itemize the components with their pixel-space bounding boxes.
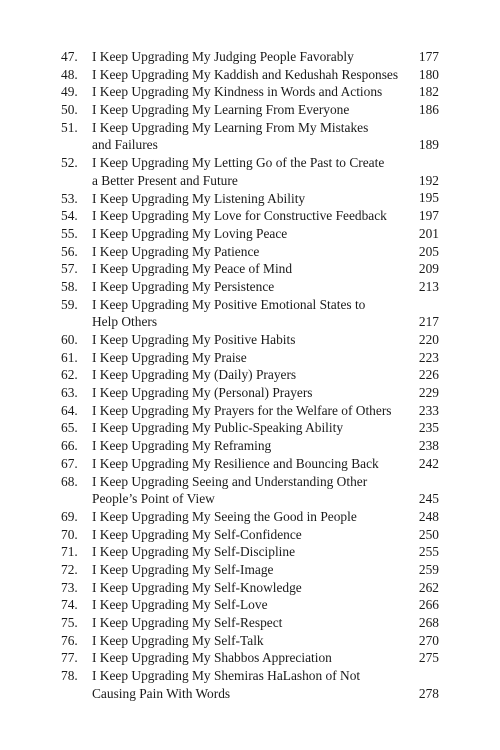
entry-number: 61.: [61, 349, 78, 365]
entry-page-number: 180: [418, 66, 439, 82]
entry-page-number: 205: [418, 243, 439, 259]
entry-title-line: I Keep Upgrading My Reframing: [92, 438, 272, 454]
entry-number: 60.: [61, 332, 78, 347]
entry-number: 68.: [61, 473, 78, 489]
entry-number: 64.: [61, 402, 78, 418]
entry-page-number: 195: [418, 190, 439, 206]
entry-number: 57.: [61, 261, 78, 277]
entry-number: 70.: [61, 526, 78, 542]
entry-title-line: I Keep Upgrading My Judging People Favorably: [92, 49, 354, 64]
entry-title-line: I Keep Upgrading My Self-Confidence: [92, 526, 302, 542]
entry-title-line: I Keep Upgrading My Persistence: [92, 278, 275, 294]
entry-title-line: I Keep Upgrading My Shemiras HaLashon of Not: [92, 668, 361, 684]
entry-number: 59.: [61, 296, 78, 312]
entry-number: 67.: [61, 455, 78, 471]
entry-title-line: I Keep Upgrading My Learning From Everyone: [92, 102, 350, 118]
toc-entry: [0, 243, 500, 261]
entry-page-number: 255: [418, 544, 439, 560]
entry-title-line: I Keep Upgrading My Positive Emotional States to: [92, 296, 366, 312]
toc-entry: [0, 632, 500, 650]
entry-number: 71.: [61, 544, 78, 560]
toc-entry: [0, 596, 500, 614]
entry-number: 52.: [61, 155, 78, 171]
entry-page-number: 192: [418, 172, 439, 188]
entry-number: 62.: [61, 367, 78, 383]
entry-page-number: 268: [418, 614, 439, 630]
entry-page-number: 220: [418, 331, 439, 347]
entry-number: 65.: [61, 420, 78, 436]
entry-number: 76.: [61, 632, 78, 648]
toc-entry: [0, 66, 500, 84]
entry-number: 66.: [61, 438, 78, 454]
entry-title-line: I Keep Upgrading My Listening Ability: [92, 190, 306, 206]
toc-entry: [0, 614, 500, 632]
entry-title-line: I Keep Upgrading My Resilience and Bouncing Back: [92, 455, 379, 471]
entry-number: 58.: [61, 278, 78, 294]
toc-entry: [0, 331, 500, 349]
entry-title-line: Help Others: [92, 314, 158, 330]
entry-number: 51.: [61, 119, 78, 135]
entry-page-number: 275: [418, 650, 439, 666]
entry-title-line: I Keep Upgrading Seeing and Understanding Other: [92, 473, 368, 489]
entry-number: 73.: [61, 579, 78, 595]
entry-title-line: I Keep Upgrading My Peace of Mind: [92, 261, 293, 277]
entry-page-number: 259: [418, 561, 439, 577]
entry-number: 56.: [61, 243, 78, 259]
entry-title-line: and Failures: [92, 137, 158, 153]
entry-title-line: I Keep Upgrading My Seeing the Good in People: [92, 508, 357, 524]
entry-page-number: 186: [418, 102, 439, 118]
toc-entry: [0, 508, 500, 526]
entry-page-number: 248: [418, 508, 439, 524]
entry-number: 54.: [61, 208, 78, 224]
entry-number: 50.: [61, 102, 78, 118]
entry-title-line: I Keep Upgrading My (Personal) Prayers: [92, 385, 313, 401]
entry-page-number: 201: [418, 225, 439, 241]
entry-title-line: I Keep Upgrading My Praise: [92, 349, 247, 365]
toc-entry: [0, 649, 500, 667]
entry-title-line: I Keep Upgrading My Kaddish and Kedushah Responses: [92, 66, 399, 82]
toc-entry: [0, 48, 500, 66]
entry-page-number: 278: [418, 685, 439, 701]
entry-title-line: a Better Present and Future: [92, 172, 238, 188]
entry-title-line: I Keep Upgrading My Self-Knowledge: [92, 579, 302, 595]
entry-title-line: I Keep Upgrading My Self-Discipline: [92, 544, 296, 560]
toc-entry: [0, 561, 500, 579]
entry-title-line: I Keep Upgrading My Public-Speaking Ability: [92, 420, 344, 436]
toc-entry: [0, 366, 500, 384]
entry-title-line: I Keep Upgrading My Self-Talk: [92, 632, 264, 648]
table-of-contents: [0, 48, 500, 702]
toc-entry: [0, 419, 500, 437]
toc-entry: [0, 83, 500, 101]
entry-number: 53.: [61, 190, 78, 206]
toc-entry: [0, 543, 500, 561]
entry-title-line: I Keep Upgrading My Self-Respect: [92, 615, 283, 630]
entry-number: 69.: [61, 508, 78, 524]
entry-number: 47.: [61, 49, 78, 64]
entry-title-line: I Keep Upgrading My Letting Go of the Past to Create: [92, 155, 385, 171]
entry-page-number: 177: [418, 48, 439, 64]
entry-number: 48.: [61, 66, 78, 82]
toc-entry: [0, 119, 500, 154]
toc-entry: [0, 526, 500, 544]
entry-page-number: 242: [418, 455, 439, 471]
toc-entry: [0, 667, 500, 702]
entry-title-line: I Keep Upgrading My Loving Peace: [92, 225, 288, 241]
toc-entry: [0, 402, 500, 420]
entry-number: 55.: [61, 225, 78, 241]
entry-title-line: I Keep Upgrading My Shabbos Appreciation: [92, 650, 332, 666]
entry-number: 72.: [61, 561, 78, 577]
entry-title-line: I Keep Upgrading My (Daily) Prayers: [92, 367, 297, 383]
entry-number: 78.: [61, 668, 78, 684]
entry-page-number: 189: [418, 137, 439, 153]
toc-entry: [0, 349, 500, 367]
entry-page-number: 209: [418, 261, 439, 277]
toc-entry: [0, 437, 500, 455]
entry-title-line: I Keep Upgrading My Kindness in Words and Actions: [92, 84, 383, 100]
entry-page-number: 229: [418, 385, 439, 401]
entry-title-line: I Keep Upgrading My Love for Constructive Feedback: [92, 208, 387, 224]
entry-page-number: 233: [418, 402, 439, 418]
entry-number: 63.: [61, 385, 78, 401]
entry-page-number: 182: [418, 84, 439, 100]
entry-number: 75.: [61, 615, 78, 630]
entry-page-number: 223: [418, 349, 439, 365]
entry-title-line: I Keep Upgrading My Patience: [92, 243, 260, 259]
entry-number: 77.: [61, 650, 78, 666]
entry-page-number: 197: [418, 208, 439, 224]
toc-entry: [0, 455, 500, 473]
entry-page-number: 235: [418, 420, 439, 436]
toc-entry: [0, 101, 500, 119]
entry-page-number: 226: [418, 367, 439, 383]
entry-page-number: 217: [418, 314, 439, 330]
entry-page-number: 270: [418, 632, 439, 648]
entry-page-number: 213: [418, 278, 439, 294]
toc-entry: [0, 207, 500, 225]
toc-entry: [0, 473, 500, 508]
entry-page-number: 238: [418, 438, 439, 454]
entry-title-line: People’s Point of View: [92, 491, 215, 507]
entry-number: 49.: [61, 84, 78, 100]
entry-title-line: I Keep Upgrading My Learning From My Mistakes: [92, 119, 369, 135]
toc-entry: [0, 154, 500, 189]
toc-entry: [0, 579, 500, 597]
entry-page-number: 245: [418, 491, 439, 507]
toc-entry: [0, 190, 500, 208]
toc-entry: [0, 278, 500, 296]
entry-title-line: I Keep Upgrading My Prayers for the Welfare of Others: [92, 402, 392, 418]
entry-title-line: I Keep Upgrading My Self-Love: [92, 597, 268, 613]
entry-page-number: 262: [418, 579, 439, 595]
toc-entry: [0, 296, 500, 331]
toc-entry: [0, 260, 500, 278]
entry-number: 74.: [61, 597, 78, 613]
entry-title-line: I Keep Upgrading My Positive Habits: [92, 332, 296, 347]
toc-entry: [0, 225, 500, 243]
entry-page-number: 250: [418, 526, 439, 542]
entry-page-number: 266: [418, 597, 439, 613]
entry-title-line: Causing Pain With Words: [92, 685, 231, 701]
entry-title-line: I Keep Upgrading My Self-Image: [92, 561, 274, 577]
toc-entry: [0, 384, 500, 402]
